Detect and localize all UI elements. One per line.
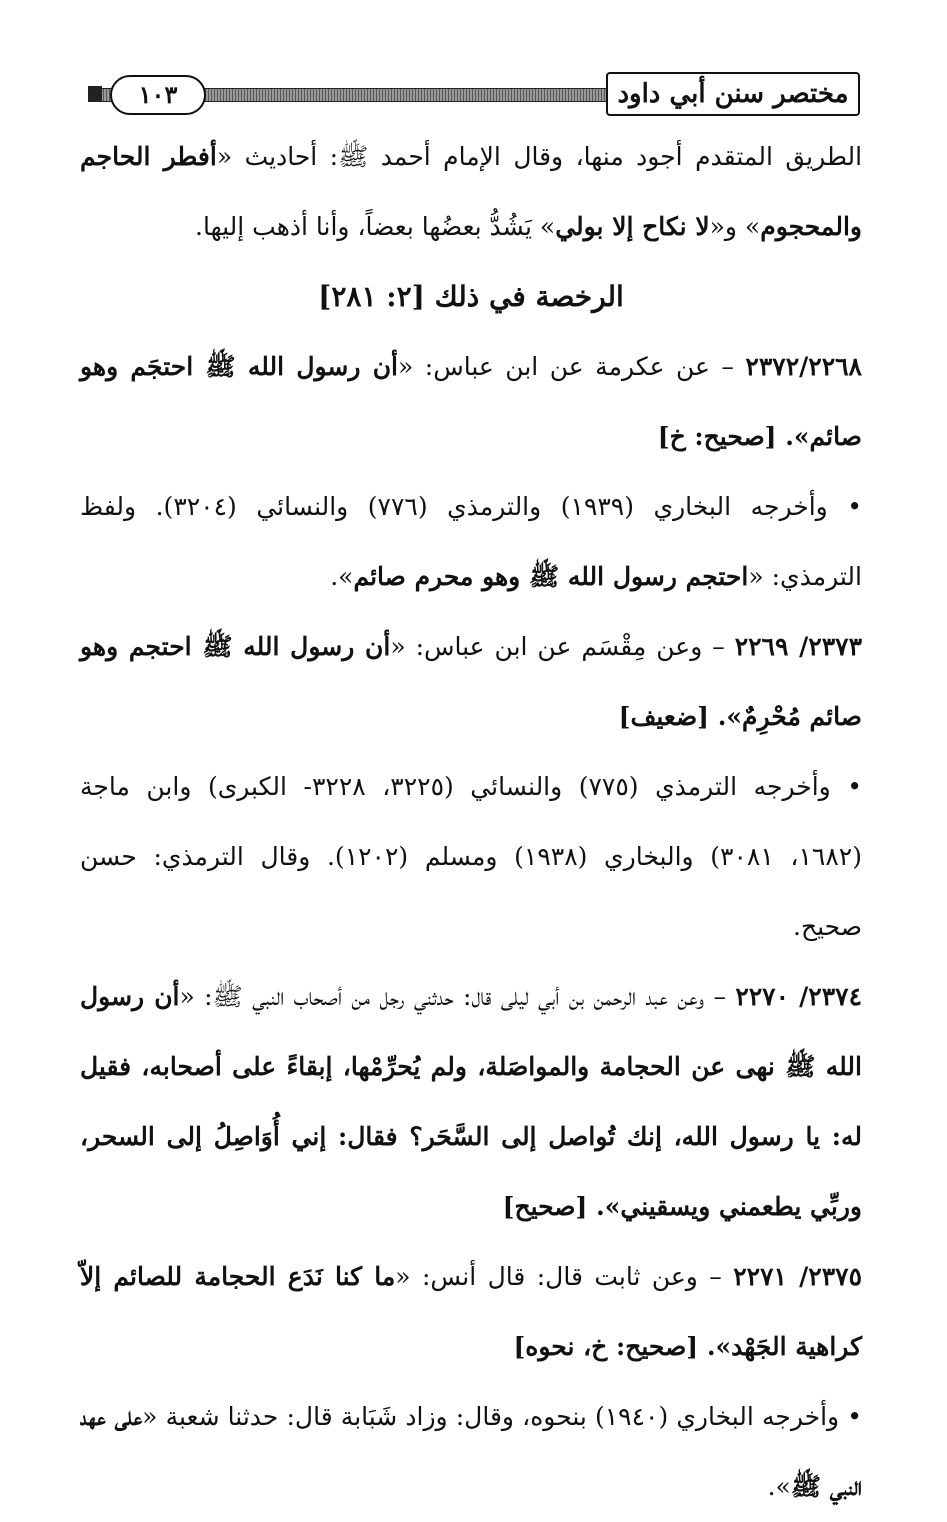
quoted-text: على عهد النبي ﷺ [80, 1402, 862, 1501]
page-number: ١٠٣ [110, 75, 206, 115]
section-heading: الرخصة في ذلك [٢: ٢٨١] [318, 280, 624, 313]
note-2372 [80, 472, 862, 612]
hadith-2375 [80, 1242, 862, 1382]
hadith-number: ٢٣٧٥/ ٢٢٧١ [733, 1262, 863, 1291]
hadith-text: أن رسول الله ﷺ نهى عن الحجامة والمواصَلة، ولم يُحرِّمْها، إبقاءً على أصحابه، فقيل له: يا رسول الله، إنك تُواصل إلى السَّحَر؟ فقال: إني أُوَاصِلُ إلى السحر، وربِّي يطعمني ويسقيني [80, 982, 862, 1221]
text-span: الطريق المتقدم أجود منها، وقال الإمام أحمد ﷺ: أحاديث « [216, 142, 863, 171]
text-span: ». [330, 562, 354, 591]
note-2375 [80, 1382, 862, 1522]
text-span: – عن عكرمة عن ابن عباس: « [398, 352, 746, 381]
quoted-hadith: أفطر الحاجم والمحجوم [80, 142, 862, 241]
hadith-text: أن رسول الله ﷺ احتجَم وهو صائم [80, 352, 862, 451]
page-header [88, 70, 860, 122]
hadith-2374 [80, 962, 862, 1242]
hadith-number: ٢٣٧٤/ ٢٢٧٠ [735, 982, 862, 1011]
text-span: » و« [709, 212, 761, 241]
quoted-hadith: لا نكاح إلا بولي [555, 212, 710, 241]
header-rule-end [88, 86, 102, 102]
hadith-grade: ». [صحيح: خ، نحوه] [513, 1332, 732, 1361]
hadith-text: ما كنا نَدَع الحجامة للصائم إلاّ كراهية الجَهْد [80, 1262, 862, 1361]
text-span: ». [767, 1472, 791, 1501]
quoted-text: احتجم رسول الله ﷺ وهو محرم صائم [353, 562, 749, 591]
hadith-grade: ». [صحيح] [502, 1192, 621, 1221]
hadith-number: ٢٣٧٣/ ٢٢٦٩ [734, 632, 862, 661]
hadith-2373 [80, 612, 862, 752]
page-body [80, 122, 862, 1522]
hadith-number: ٢٣٧٢/٢٢٦٨ [745, 352, 862, 381]
paragraph-intro [80, 122, 862, 262]
book-title: مختصر سنن أبي داود [606, 72, 860, 116]
text-span: • وأخرجه البخاري (١٩٤٠) بنحوه، وقال: وزاد شَبَابة قال: حدثنا شعبة « [142, 1402, 862, 1431]
note-2373: • وأخرجه الترمذي (٧٧٥) والنسائي (٣٢٢٥، ٣٢٢٨- الكبرى) وابن ماجة (١٦٨٢، ٣٠٨١) والبخاري (١٩٣٨) ومسلم (١٢٠٢). وقال الترمذي: حسن صحيح. [80, 772, 863, 941]
hadith-2372 [80, 332, 862, 472]
text-span: • وأخرجه البخاري (١٩٣٩) والترمذي (٧٧٦) والنسائي (٣٢٠٤). ولفظ الترمذي: « [80, 492, 863, 591]
text-span: – وعن مِقْسَم عن ابن عباس: « [390, 632, 735, 661]
hadith-grade: ». [صحيح: خ] [657, 422, 810, 451]
hadith-text: أن رسول الله ﷺ احتجم وهو صائم مُحْرِمٌ [80, 632, 862, 731]
text-span: » يَشُدُّ بعضُها بعضاً، وأنا أذهب إليها. [195, 212, 556, 241]
hadith-grade: ». [ضعيف] [618, 702, 743, 731]
text-span: – وعن عبد الرحمن بن أبي ليلى قال: حدثني رجل من أصحاب النبي ﷺ: « [179, 982, 736, 1011]
text-span: – وعن ثابت قال: قال أنس: « [395, 1262, 734, 1291]
